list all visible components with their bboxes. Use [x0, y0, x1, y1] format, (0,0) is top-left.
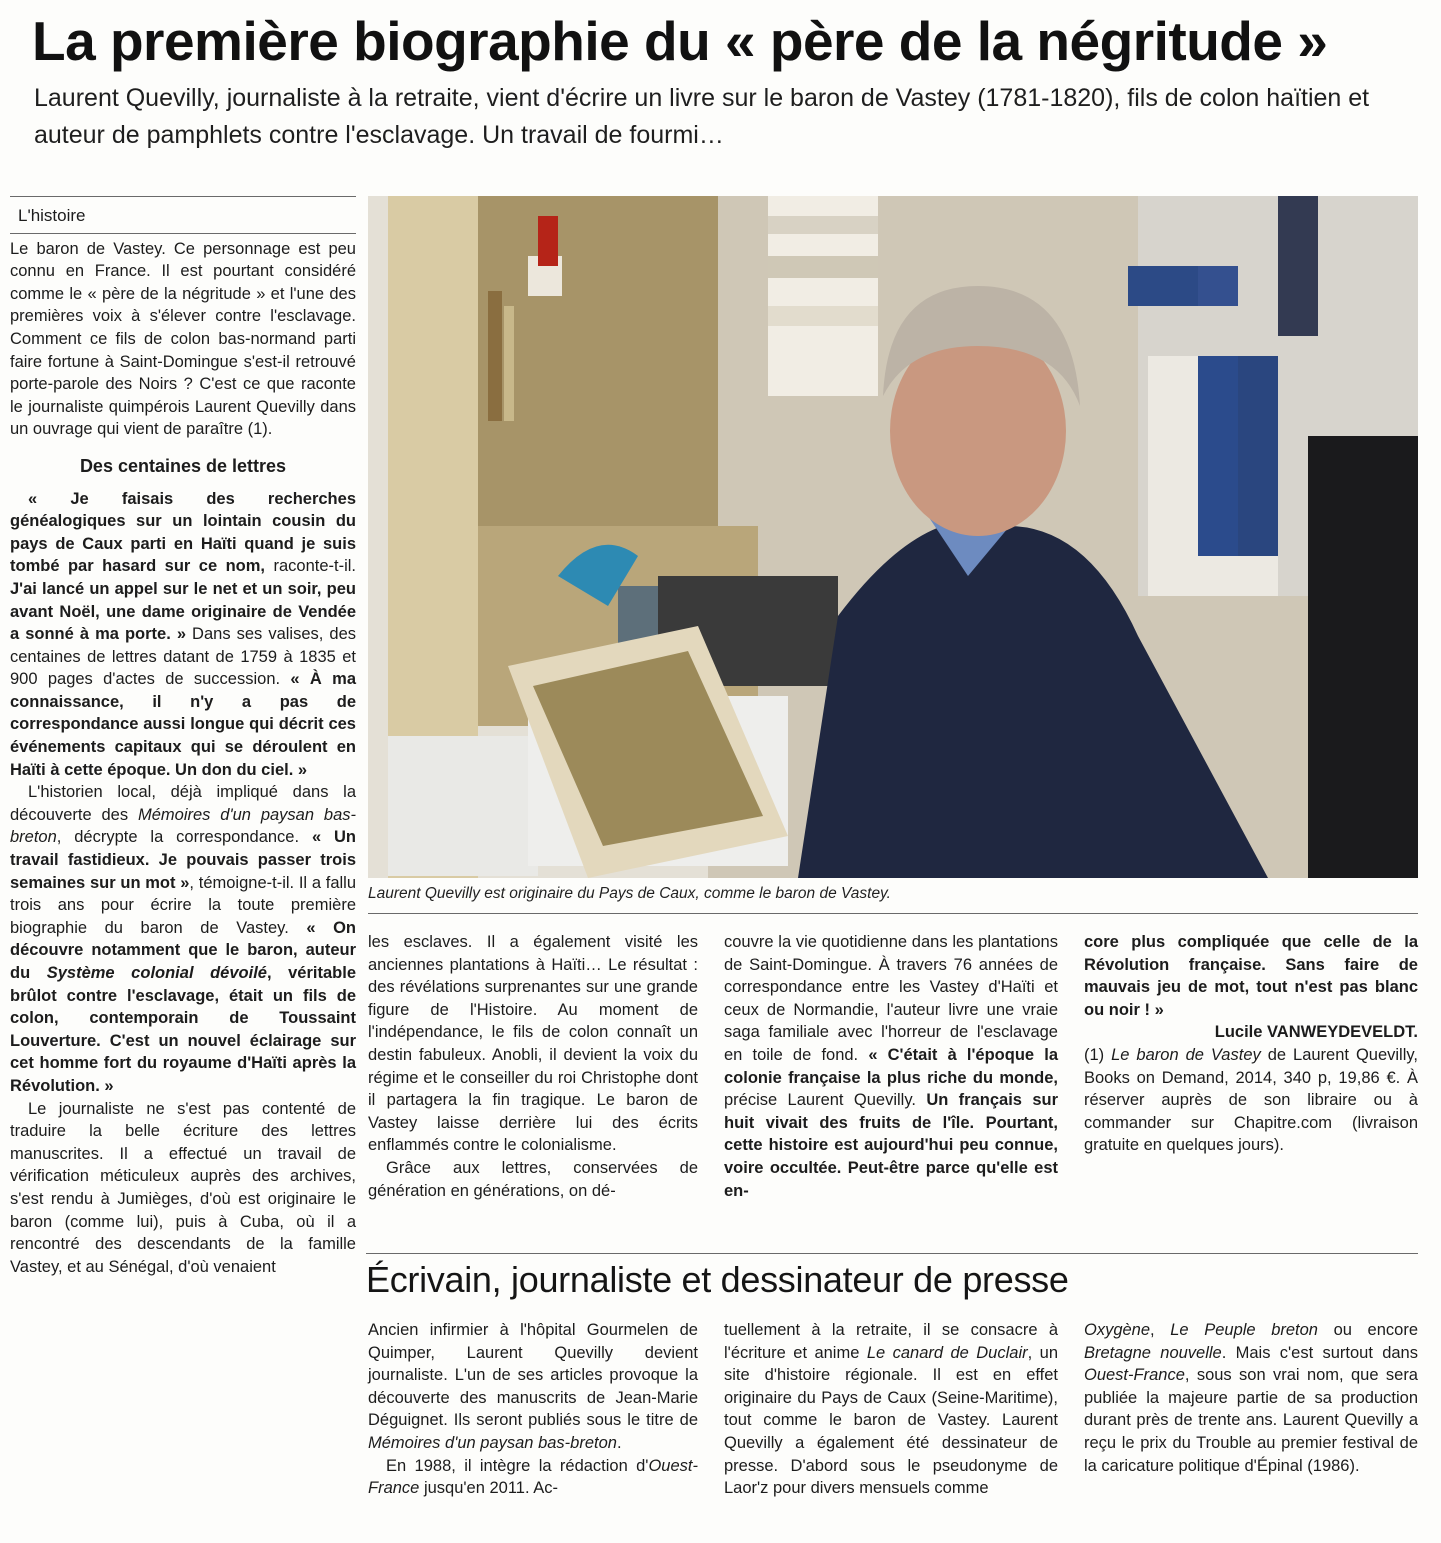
paragraph-3: Le journaliste ne s'est pas contenté de traduire la belle écriture des lettres manuscrites. Il a effectué un travail de vérification méticuleux auprès des archives, s'est rendu à Jumièges, d'où est originaire le baron (comme lui), puis à Cuba, où il a rencontré des descendants de la famille Vastey, et au Sénégal, d'où venaient — [10, 1099, 356, 1276]
newspaper-name: Ouest-France — [368, 1456, 698, 1498]
sidebar-title: Écrivain, journaliste et dessinateur de presse — [366, 1259, 1069, 1300]
quote: « Je faisais des recherches généalogiques sur un lointain cousin du pays de Caux parti en Haïti quand je suis tombé par hasard sur ce nom, — [10, 489, 356, 576]
column-1 — [10, 205, 356, 1278]
paragraph — [724, 1319, 1058, 1500]
rubric-rule — [10, 233, 356, 234]
publication-name: Bretagne nouvelle — [1084, 1343, 1222, 1362]
footnote — [1084, 1044, 1418, 1157]
publication-name: Oxygène — [1084, 1321, 1151, 1339]
text: tuellement à la retraite, il se consacre à l'écriture et anime — [724, 1321, 1058, 1362]
text: , — [1150, 1321, 1171, 1339]
paragraph: Grâce aux lettres, conservées de génération en générations, on dé- — [368, 1158, 698, 1200]
quote: « À ma connaissance, il n'y a pas de correspondance aussi longue qui décrit ces événements capitaux qui se déroulent en Haïti à cette époque. Un don du ciel. » — [10, 670, 357, 779]
text: Ancien infirmier à l'hôpital Gourmelen de Quimper, Laurent Quevilly devient journaliste. L'un de ses articles provoque la découverte des manuscrits de Jean-Marie Déguignet. Ils seront publiés sous le titre de — [368, 1321, 698, 1430]
paragraph-quote-1 — [10, 488, 356, 782]
text: , sous son vrai nom, que sera publiée la majeure partie de sa production durant près de trente ans. Laurent Quevilly a reçu le prix du Trouble au premier festival de la caricature politique d'Épinal (1986). — [1084, 1366, 1418, 1475]
book-title: Mémoires d'un paysan bas-breton — [368, 1433, 617, 1452]
text: couvre la vie quotidienne dans les plantations de Saint-Domingue. À travers 76 années de correspondance entre les Vastey d'Haïti et ceux de Normandie, l'auteur livre une vraie saga familiale avec l'horreur de l'esclavage en toile de fond. — [724, 933, 1058, 1064]
text: raconte-t-il. — [273, 557, 356, 576]
column-2 — [368, 931, 698, 1202]
text: (1) — [1084, 1045, 1112, 1064]
photo-illustration — [368, 196, 1418, 878]
paragraph — [368, 1455, 698, 1500]
paragraph: les esclaves. Il a également visité les anciennes plantations à Haïti… Le résultat : des révélations surprenantes sur une grande figure de l'Histoire. Au moment de l'indépendance, le fils de colon connaît un destin fabuleux. Anobli, il devient la voix du régime et le conseiller du roi Christophe dont il partagera la fin tragique. Le baron de Vastey laisse derrière lui des écrits enflammés contre le colonialisme. — [368, 933, 698, 1155]
quote: « Un travail fastidieux. Je pouvais passer trois semaines sur un mot » — [10, 828, 356, 892]
sidebar-column-3 — [1084, 1319, 1418, 1477]
quote-paragraph: core plus compliquée que celle de la Révolution française. Sans faire de mauvais jeu de mot, tout n'est pas blanc ou noir ! » — [1084, 933, 1418, 1019]
text: , un site d'histoire régionale. Il est en effet originaire du Pays de Caux (Seine-Maritime), tout comme le baron de Vastey. Laurent Quevilly a également été dessinateur de presse. D'abord sous le pseudonyme de Laor'z pour divers mensuels comme — [724, 1343, 1058, 1498]
site-name: Le canard de Duclair — [866, 1343, 1028, 1362]
paragraph — [724, 931, 1058, 1202]
author-signature: Lucile VANWEYDEVELDT. — [1214, 1023, 1418, 1042]
lead-paragraph: Laurent Quevilly, journaliste à la retraite, vient d'écrire un livre sur le baron de Vastey (1781-1820), fils de colon haïtien et auteur de pamphlets contre l'esclavage. Un travail de fourmi… — [34, 84, 1370, 149]
text: de Laurent Quevilly, Books on Demand, 2014, 340 p, 19,86 €. À réserver auprès de son libraire ou à commander sur Chapitre.com (livraison gratuite en quelques jours). — [1084, 1045, 1418, 1155]
text: jusqu'en 2011. Ac- — [419, 1479, 558, 1498]
quote: « C'était à l'époque la colonie française la plus riche du monde, — [724, 1045, 1058, 1087]
paragraph-2 — [10, 781, 356, 1097]
photo-caption: Laurent Quevilly est originaire du Pays de Caux, comme le baron de Vastey. — [368, 885, 891, 902]
paragraph — [368, 1319, 698, 1455]
book-title: Le baron de Vastey — [1111, 1045, 1261, 1064]
sidebar-column-2 — [724, 1319, 1058, 1500]
headline: La première biographie du « père de la négritude » — [32, 10, 1328, 72]
quote: « On découvre notamment que le baron, auteur du — [10, 918, 356, 982]
text: , témoigne-t-il. Il a fallu trois ans pour écrire la toute première biographie du baron de Vastey. — [10, 873, 357, 937]
text: Dans ses valises, des centaines de lettres datant de 1759 à 1835 et 900 pages d'actes de succession. — [10, 625, 356, 689]
caption-rule — [368, 913, 1418, 914]
column-rule-top — [10, 196, 356, 197]
publication-name: Le Peuple breton — [1170, 1321, 1318, 1339]
text: ou encore — [1317, 1321, 1419, 1339]
text: En 1988, il intègre la rédaction d' — [386, 1456, 649, 1475]
text: , décrypte la correspondance. — [56, 828, 312, 847]
newspaper-name: Ouest-France — [1084, 1366, 1185, 1385]
book-title: Mémoires d'un paysan bas-breton — [10, 805, 356, 847]
quote: , véritable brûlot contre l'esclavage, était un fils de colon, contemporain de Toussaint Louverture. C'est un nouvel éclairage sur cet homme fort du royaume d'Haïti après la Révolution. » — [10, 964, 356, 1095]
column-3 — [724, 931, 1058, 1202]
column-4 — [1084, 931, 1418, 1157]
quote: Un français sur huit vivait des fruits de l'île. Pourtant, cette histoire est aujourd'hui peu connue, voire occultée. Peut-être parce qu'elle est en- — [724, 1091, 1059, 1200]
photo-author-with-book — [368, 196, 1418, 878]
text: . Mais c'est surtout dans — [1221, 1343, 1418, 1362]
sidebar-column-1 — [368, 1319, 698, 1500]
text: précise Laurent Quevilly. — [724, 1091, 927, 1110]
rubric: L'histoire — [18, 206, 86, 225]
paragraph — [1084, 1319, 1418, 1477]
text: . — [616, 1433, 622, 1452]
quote: J'ai lancé un appel sur le net et un soir, peu avant Noël, une dame originaire de Vendée a sonné à ma porte. » — [10, 579, 356, 644]
intro-paragraph: Le baron de Vastey. Ce personnage est peu connu en France. Il est pourtant considéré comme le « père de la négritude » et l'une des premières voix à s'élever contre l'esclavage. Comment ce fils de colon bas-normand parti faire fortune à Saint-Domingue s'est-il retrouvé porte-parole des Noirs ? C'est ce que raconte le journaliste quimpérois Laurent Quevilly dans un ouvrage qui vient de paraître (1). — [10, 239, 356, 439]
subhead: Des centaines de lettres — [79, 455, 287, 476]
sidebar-rule — [366, 1253, 1418, 1254]
text: L'historien local, déjà impliqué dans la découverte des — [10, 783, 356, 824]
book-title: Système colonial dévoilé — [46, 964, 267, 982]
